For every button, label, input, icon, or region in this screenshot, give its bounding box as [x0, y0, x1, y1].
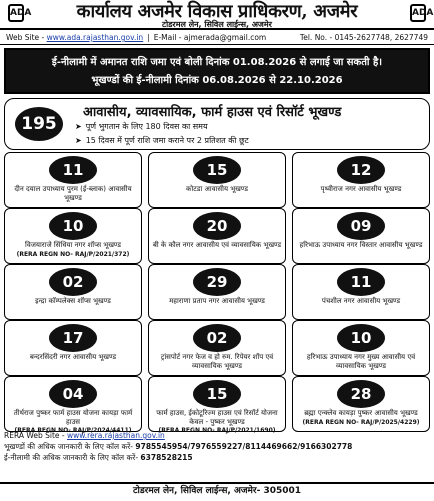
plot-count-badge: 02 [193, 324, 241, 352]
scheme-card [4, 152, 142, 208]
scheme-card [292, 152, 430, 208]
scheme-name: हरिभाऊ उपाध्याय नगर विस्तार आवासीय भूखण्ड [299, 241, 423, 249]
rera-number: (RERA REGN NO- RAJ/P/2025/4229) [302, 418, 420, 426]
website-link[interactable]: www.ada.rajasthan.gov.in [46, 33, 144, 42]
auction-helpline [4, 452, 430, 463]
scheme-card [148, 264, 286, 320]
scheme-card [4, 264, 142, 320]
scheme-name: कोटडा आवासीय भूखण्ड [186, 185, 248, 193]
ada-logo-right-icon: ADA [410, 4, 426, 22]
plot-helpline-phones: 9785545954/7976559227/8114469662/9166302778 [135, 442, 353, 451]
rera-website [4, 430, 430, 441]
scheme-card [4, 208, 142, 264]
scheme-card [148, 152, 286, 208]
ada-logo-left-icon: ADA [8, 4, 24, 22]
plot-count-badge: 28 [337, 380, 385, 408]
scheme-card [292, 320, 430, 376]
arrow-icon: ➤ [75, 122, 82, 131]
scheme-name: इन्द्रा कॉम्पलेक्स शॉप्स भूखण्ड [35, 297, 111, 305]
rera-number: (RERA REGN NO- RAJ/P/2021/372) [16, 250, 130, 258]
plot-count-badge: 10 [337, 324, 385, 352]
scheme-name: ब्रह्मा एन्क्लेव कायड़ा पुष्कर आवासीय भूखण्ड (RERA REGN NO- RAJ/P/2025/4229) [302, 409, 420, 426]
scheme-card [4, 376, 142, 432]
plot-count-badge: 15 [193, 156, 241, 184]
plot-count-badge: 02 [49, 268, 97, 296]
plot-count-badge: 20 [193, 212, 241, 240]
plot-helpline [4, 441, 430, 452]
rera-number: (RERA REGN NO- RAJ/P/2021/1690) [158, 427, 276, 434]
scheme-name: दीन दयाल उपाध्याय पुरम (ई-ब्लाक) आवासीय भूखण्ड [14, 185, 132, 202]
scheme-name: पंचशील नगर आवासीय भूखण्ड [321, 297, 401, 305]
scheme-name: बन्दरसिंदरी नगर आवासीय भूखण्ड [29, 353, 117, 361]
rera-website-label: RERA Web Site - [4, 431, 65, 440]
scheme-name: पृथ्वीराज नगर आवासीय भूखण्ड [320, 185, 402, 193]
total-plots-badge: 195 [15, 107, 63, 141]
plot-count-badge: 17 [49, 324, 97, 352]
scheme-name: ट्रांसपोर्ट नगर फेज व हो रुम. रिपेयर शॉप एवं व्यावसायिक भूखण्ड [160, 353, 274, 370]
plot-count-badge: 12 [337, 156, 385, 184]
scheme-name: विजयाराजे सिंधिया नगर शॉप्स भूखण्ड (RERA REGN NO- RAJ/P/2021/372) [16, 241, 130, 258]
scheme-card [292, 208, 430, 264]
scheme-name: महाराणा प्रताप नगर आवासीय भूखण्ड [169, 297, 265, 305]
email[interactable]: E-Mail - ajmerada@gmail.com [153, 33, 267, 42]
plot-count-badge: 04 [49, 380, 97, 408]
auction-helpline-phone: 6378528215 [140, 453, 193, 462]
plot-count-badge: 29 [193, 268, 241, 296]
notice-auction-dates: भूखण्डों की ई-नीलामी दिनांक 06.08.2026 से 22.10.2026 [91, 75, 343, 86]
footer-info [4, 430, 430, 463]
scheme-card [148, 320, 286, 376]
notice-deposit-line: ई-नीलामी में अमानत राशि जमा एवं बोली दिनांक 01.08.2026 से लगाई जा सकती है। [51, 57, 383, 68]
website-label: Web Site - [6, 33, 45, 42]
rera-website-link[interactable]: www.rera.rajasthan.gov.in [67, 431, 165, 440]
plot-count-badge: 09 [337, 212, 385, 240]
auction-notice [4, 48, 430, 94]
scheme-card [4, 320, 142, 376]
arrow-icon: ➤ [75, 136, 82, 145]
scheme-card [148, 376, 286, 432]
rera-number: (RERA REGN NO- RAJ/P/2024/4411) [14, 427, 132, 434]
summary-bullet [75, 135, 249, 146]
footer-address: टोडरमल लेन, सिविल लाईन्स, अजमेर- 305001 [0, 482, 434, 498]
auction-helpline-label: ई-नीलामी की अधिक जानकारी के लिए कॉल करें- [4, 453, 139, 462]
page-title: कार्यालय अजमेर विकास प्राधिकरण, अजमेर [76, 1, 358, 22]
plot-count-badge: 11 [337, 268, 385, 296]
scheme-card [148, 208, 286, 264]
telephone: Tel. No. - 0145-2627748, 2627749 [299, 33, 428, 42]
plot-count-badge: 15 [193, 380, 241, 408]
scheme-card [292, 376, 430, 432]
summary-bullet [75, 121, 208, 132]
scheme-name: फार्म हाउस, ईकोटूरिज्म हाउस एवं रिसॉर्ट योजना केवल - पुष्कर भूखण्ड (RERA REGN NO- RAJ/P/2021/1690) [156, 409, 278, 434]
contact-row [0, 31, 434, 45]
website [6, 33, 143, 42]
bullet-text: पूर्ण भुगतान के लिए 180 दिवस का समय [85, 122, 208, 131]
header [0, 0, 434, 30]
separator: | [147, 33, 150, 42]
plot-helpline-label: भूखण्डों की अधिक जानकारी के लिए कॉल करें- [4, 442, 133, 451]
header-address: टोडरमल लेन, सिविल लाईन्स, अजमेर [162, 20, 272, 29]
scheme-name: बी के कौल नगर आवासीय एवं व्यावसायिक भूखण्ड [152, 241, 282, 249]
scheme-name: तीर्थराज पुष्कर फार्म हाउस योजना कायड़ा फार्म हाउस (RERA REGN NO- RAJ/P/2024/4411) [13, 409, 133, 434]
bullet-text: 15 दिवस में पूर्ण राशि जमा कराने पर 2 प्रतिशत की छूट [85, 136, 249, 145]
scheme-card [292, 264, 430, 320]
plot-count-badge: 10 [49, 212, 97, 240]
summary-panel [4, 98, 430, 150]
plot-count-badge: 11 [49, 156, 97, 184]
summary-title: आवासीय, व्यावसायिक, फार्म हाउस एवं रिसॉर्ट भूखण्ड [83, 105, 342, 120]
scheme-name: हरिभाऊ उपाध्याय नगर मुख्य आवासीय एवं व्यावसायिक भूखण्ड [306, 353, 416, 370]
